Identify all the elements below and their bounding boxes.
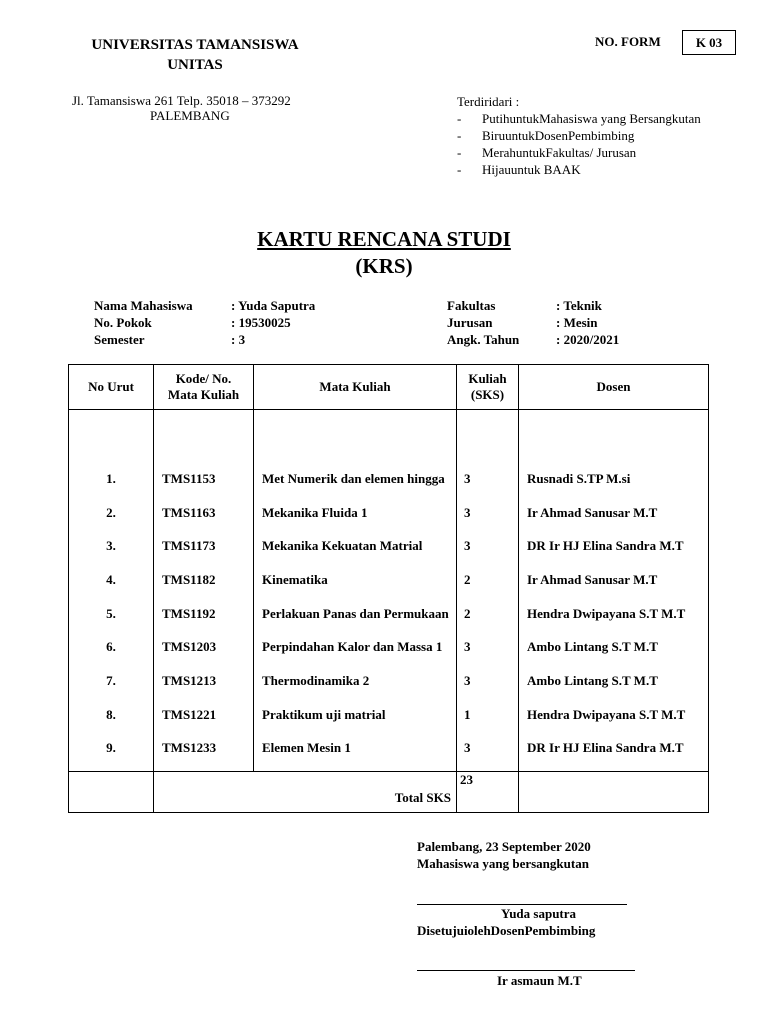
faculty-label: Fakultas <box>447 298 496 313</box>
major-row <box>447 314 619 331</box>
table-header-row <box>69 365 709 410</box>
copies-item: - BiruuntukDosenPembimbing <box>457 127 701 144</box>
table-cell-course: Elemen Mesin 1 <box>262 740 351 755</box>
total-row <box>69 772 709 813</box>
copies-distribution <box>457 93 701 178</box>
table-cell-sks: 3 <box>464 505 471 520</box>
table-cell-sks: 3 <box>464 740 471 755</box>
header-course-text: Mata Kuliah <box>319 379 391 394</box>
column-lecturer <box>519 410 709 772</box>
table-cell-code: TMS1192 <box>162 606 216 621</box>
table-cell-sks: 3 <box>464 639 471 654</box>
table-cell-course: Praktikum uji matrial <box>262 707 386 722</box>
major-label: Jurusan <box>447 315 493 330</box>
student-id-value: : 19530025 <box>231 315 291 330</box>
document-title-line2: (KRS) <box>355 254 413 278</box>
semester-value: : 3 <box>231 332 246 347</box>
header-code <box>154 365 254 410</box>
table-cell-sks: 2 <box>464 606 471 621</box>
table-cell-lecturer: Ambo Lintang S.T M.T <box>527 673 658 688</box>
document-title-line1: KARTU RENCANA STUDI <box>257 227 511 251</box>
header-lecturer <box>519 365 709 410</box>
university-address <box>72 93 332 123</box>
table-cell-code: TMS1153 <box>162 471 216 486</box>
table-cell-no: 2. <box>106 505 116 520</box>
table-cell-course: Perpindahan Kalor dan Massa 1 <box>262 639 443 654</box>
approval-label: DisetujuiolehDosenPembimbing <box>417 923 596 938</box>
table-cell-lecturer: Rusnadi S.TP M.si <box>527 471 631 486</box>
table-cell-no: 1. <box>106 471 116 486</box>
table-cell-course: Mekanika Fluida 1 <box>262 505 368 520</box>
place-date: Palembang, 23 September 2020 <box>417 839 591 854</box>
student-name-value: : Yuda Saputra <box>231 298 316 313</box>
copies-list <box>457 110 701 178</box>
student-id-row <box>94 314 315 331</box>
copies-item: - Hijauuntuk BAAK <box>457 161 701 178</box>
table-cell-code: TMS1173 <box>162 538 216 553</box>
semester-row <box>94 331 315 348</box>
table-cell-sks: 3 <box>464 471 471 486</box>
header-no <box>69 365 154 410</box>
table-cell-lecturer: Hendra Dwipayana S.T M.T <box>527 606 686 621</box>
year-value: : 2020/2021 <box>556 332 620 347</box>
table-cell-lecturer: Ir Ahmad Sanusar M.T <box>527 505 658 520</box>
table-cell-lecturer: DR Ir HJ Elina Sandra M.T <box>527 538 684 553</box>
document-title <box>0 226 768 280</box>
header-sks-line1: Kuliah <box>468 371 507 386</box>
student-role: Mahasiswa yang bersangkutan <box>417 856 589 871</box>
table-cell-no: 3. <box>106 538 116 553</box>
table-cell-code: TMS1233 <box>162 740 217 755</box>
header-code-line1: Kode/ No. <box>175 371 232 386</box>
table-cell-lecturer: DR Ir HJ Elina Sandra M.T <box>527 740 684 755</box>
table-cell-course: Thermodinamika 2 <box>262 673 370 688</box>
table-cell-code: TMS1182 <box>162 572 216 587</box>
header-no-text: No Urut <box>88 379 134 394</box>
form-number-box: K 03 <box>682 30 736 55</box>
advisor-signature-name: Ir asmaun M.T <box>497 973 582 988</box>
table-cell-course: Perlakuan Panas dan Permukaan <box>262 606 449 621</box>
table-cell-code: TMS1163 <box>162 505 216 520</box>
table-cell-sks: 3 <box>464 538 471 553</box>
faculty-row <box>447 297 619 314</box>
total-empty-cell <box>519 772 709 813</box>
copies-item: - PutihuntukMahasiswa yang Bersangkutan <box>457 110 701 127</box>
column-code <box>154 410 254 772</box>
header-sks <box>457 365 519 410</box>
table-cell-course: Mekanika Kekuatan Matrial <box>262 538 423 553</box>
student-name-row <box>94 297 315 314</box>
university-name-line2: UNITAS <box>167 57 223 73</box>
table-cell-code: TMS1213 <box>162 673 217 688</box>
table-cell-code: TMS1203 <box>162 639 217 654</box>
table-cell-code: TMS1221 <box>162 707 217 722</box>
copies-heading: Terdiridari : <box>457 94 520 109</box>
course-table <box>68 364 709 813</box>
table-cell-no: 7. <box>106 673 116 688</box>
table-cell-lecturer: Ir Ahmad Sanusar M.T <box>527 572 658 587</box>
column-no <box>69 410 154 772</box>
total-value: 23 <box>457 772 519 813</box>
table-cell-sks: 3 <box>464 673 471 688</box>
table-cell-course: Met Numerik dan elemen hingga <box>262 471 445 486</box>
table-cell-no: 6. <box>106 639 116 654</box>
form-number-label: NO. FORM <box>595 34 661 49</box>
student-name-label: Nama Mahasiswa <box>94 298 193 313</box>
faculty-value: : Teknik <box>556 298 602 313</box>
table-body-row <box>69 410 709 772</box>
table-cell-no: 4. <box>106 572 116 587</box>
year-label: Angk. Tahun <box>447 332 520 347</box>
table-cell-no: 5. <box>106 606 116 621</box>
university-name <box>60 35 330 75</box>
header-lecturer-text: Dosen <box>596 379 631 394</box>
column-sks <box>457 410 519 772</box>
copies-item: - MerahuntukFakultas/ Jurusan <box>457 144 701 161</box>
student-info-right <box>447 297 619 348</box>
header-code-line2: Mata Kuliah <box>167 387 240 402</box>
total-label: Total SKS <box>154 772 457 813</box>
table-cell-sks: 1 <box>464 707 471 722</box>
semester-label: Semester <box>94 332 145 347</box>
address-city: PALEMBANG <box>150 108 230 123</box>
table-cell-no: 9. <box>106 740 116 755</box>
header-sks-line2: (SKS) <box>470 387 505 402</box>
total-empty-cell <box>69 772 154 813</box>
student-signature-name: Yuda saputra <box>501 906 577 921</box>
table-cell-course: Kinematika <box>262 572 328 587</box>
student-id-label: No. Pokok <box>94 315 152 330</box>
table-cell-lecturer: Ambo Lintang S.T M.T <box>527 639 658 654</box>
year-row <box>447 331 619 348</box>
student-info-left <box>94 297 315 348</box>
major-value: : Mesin <box>556 315 598 330</box>
university-name-line1: UNIVERSITAS TAMANSISWA <box>91 37 299 53</box>
column-course <box>254 410 457 772</box>
table-cell-lecturer: Hendra Dwipayana S.T M.T <box>527 707 686 722</box>
address-line: Jl. Tamansiswa 261 Telp. 35018 – 373292 <box>72 93 291 108</box>
advisor-signature-line <box>417 970 635 971</box>
header-course <box>254 365 457 410</box>
table-cell-sks: 2 <box>464 572 471 587</box>
table-cell-no: 8. <box>106 707 116 722</box>
